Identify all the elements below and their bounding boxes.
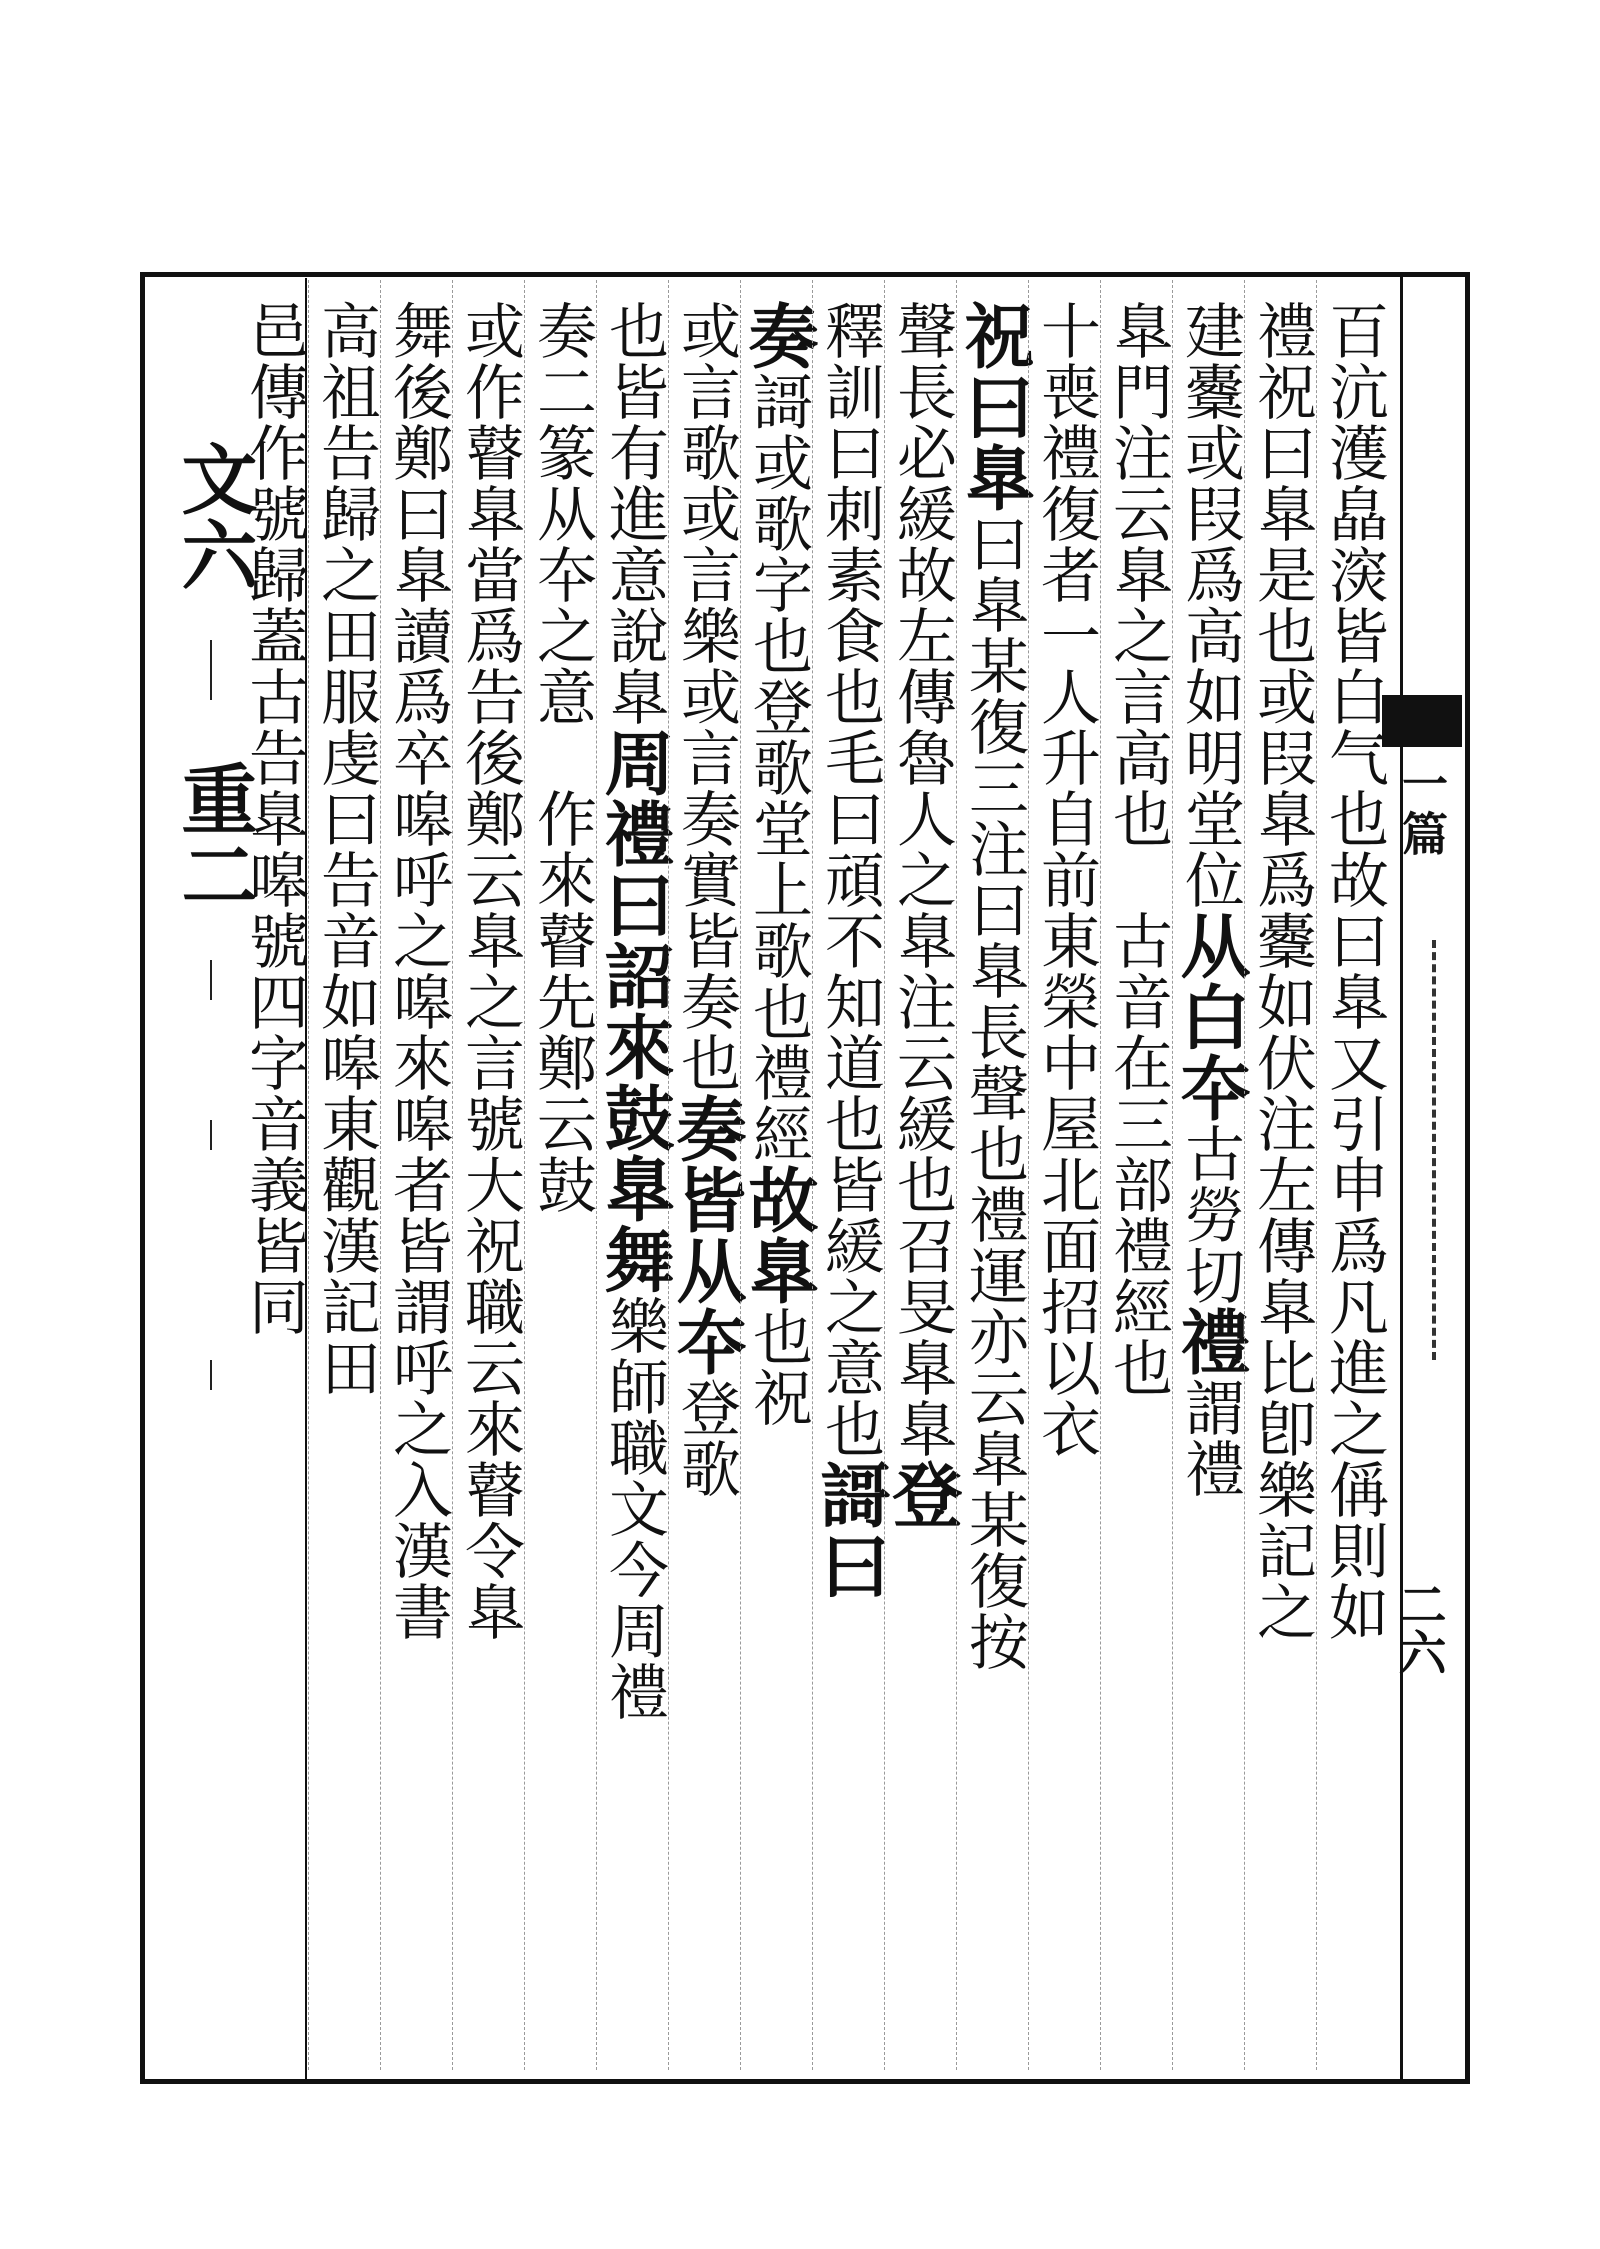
commentary-text-segment: 登歌 [671, 1377, 741, 1499]
main-text-segment: 謌曰 [809, 1459, 892, 1601]
commentary-text-segment: 禮祝曰臯是也或叚臯爲櫜如伏注左傳臯比卽樂記之 [1247, 300, 1317, 1642]
margin-decoration [1432, 940, 1446, 1360]
commentary-text-segment [527, 727, 597, 788]
left-margin-rule [210, 960, 212, 1000]
column-rule [596, 280, 597, 2070]
text-column [953, 300, 1036, 2070]
column-rule [452, 280, 453, 2070]
left-margin-text-b: 重二 [169, 760, 258, 912]
commentary-text-segment: 高祖告歸之田服虔曰告音如嗥東觀漢記田 [311, 300, 381, 1398]
commentary-text-segment: 奏二篆从夲之意 [527, 300, 597, 727]
commentary-text-segment: 謂禮 [1175, 1377, 1245, 1499]
commentary-text-segment: 作來瞽先鄭云鼓 [527, 788, 597, 1215]
text-column [881, 300, 964, 2070]
commentary-text-segment: 或作瞽臯當爲告後鄭云臯之言號大祝職云來瞽令臯 [455, 300, 525, 1642]
commentary-text-segment: 舞後鄭曰臯讀爲卒嗥呼之嗥來嗥者皆謂呼之入漢書 [383, 300, 453, 1642]
text-column [310, 300, 382, 2070]
left-margin-rule [210, 1360, 212, 1390]
text-column [382, 300, 454, 2070]
main-text-segment: 禮 [1169, 1306, 1252, 1377]
main-text-segment: 从白夲 [1169, 910, 1252, 1123]
column-rule [668, 280, 669, 2070]
main-text-segment: 祝曰臯 [953, 300, 1036, 513]
commentary-text-segment: 謌或歌字也登歌堂上歌也禮經 [743, 371, 813, 1164]
text-column [737, 300, 820, 2070]
margin-strip [1390, 277, 1458, 2079]
column-rule [380, 280, 381, 2070]
commentary-text-segment: 聲長必緩故左傳魯人之臯注云緩也召旻臯臯 [887, 300, 957, 1459]
commentary-text-segment: 古音在三部 [1103, 910, 1173, 1215]
text-column [1246, 300, 1318, 2070]
main-text-segment: 故臯 [737, 1164, 820, 1306]
text-column [1102, 300, 1174, 2070]
column-rule [1316, 280, 1317, 2070]
margin-title: 一篇 [1395, 760, 1449, 860]
commentary-text-segment: 樂師職文今周禮 [599, 1295, 669, 1722]
commentary-text-segment: 十喪禮復者一人升自前東榮中屋北面招以衣 [1031, 300, 1101, 1459]
left-margin-rule [210, 640, 212, 700]
commentary-text-segment: 古勞切 [1175, 1123, 1245, 1306]
text-column [454, 300, 526, 2070]
text-column [1030, 300, 1102, 2070]
column-rule [1244, 280, 1245, 2070]
commentary-text-segment: 也皆有進意說臯 [599, 300, 669, 727]
main-text-segment: 奏 [737, 300, 820, 371]
commentary-text-segment: 釋訓曰刺素食也毛曰頑不知道也皆緩之意也 [815, 300, 885, 1459]
text-column [526, 300, 598, 2070]
text-column [809, 300, 892, 2070]
column-rule [740, 280, 741, 2070]
column-rule [1100, 280, 1101, 2070]
fish-tail-mark [1382, 695, 1462, 747]
main-text-segment: 登 [881, 1459, 964, 1530]
text-column [238, 300, 310, 2070]
commentary-text-segment: 也祝 [743, 1306, 813, 1428]
commentary-text-segment: 百沆濩皛㴱皆白气也故曰臯又引申爲凡進之偁則如 [1319, 300, 1389, 1642]
commentary-text-segment: 邑傳作號歸蓋古告臯嗥號四字音義皆同 [239, 300, 309, 1337]
commentary-text-segment: 建櫜或叚爲高如明堂位 [1175, 300, 1245, 910]
column-rule [524, 280, 525, 2070]
commentary-text-segment: 臯門注云臯之言高也 [1103, 300, 1173, 849]
column-rule [884, 280, 885, 2070]
commentary-text-segment: 禮經也 [1103, 1215, 1173, 1398]
page-number: 二六 [1390, 1580, 1446, 1676]
text-column [593, 300, 676, 2070]
text-column [1169, 300, 1252, 2070]
text-column [1318, 300, 1390, 2070]
column-rule [308, 280, 309, 2070]
commentary-text-segment [1103, 849, 1173, 910]
left-margin-rule [210, 1120, 212, 1150]
main-text-segment: 奏皆从夲 [665, 1093, 748, 1377]
commentary-text-segment: 曰臯某復三注曰臯長聲也禮運亦云臯某復按 [959, 513, 1029, 1672]
column-rule [1028, 280, 1029, 2070]
column-rule [812, 280, 813, 2070]
main-text-segment: 周禮曰詔來鼓臯舞 [593, 727, 676, 1295]
left-margin-text-a: 文六 [169, 440, 258, 592]
column-rule [956, 280, 957, 2070]
column-rule [1172, 280, 1173, 2070]
text-column [665, 300, 748, 2070]
commentary-text-segment: 或言歌或言樂或言奏實皆奏也 [671, 300, 741, 1093]
